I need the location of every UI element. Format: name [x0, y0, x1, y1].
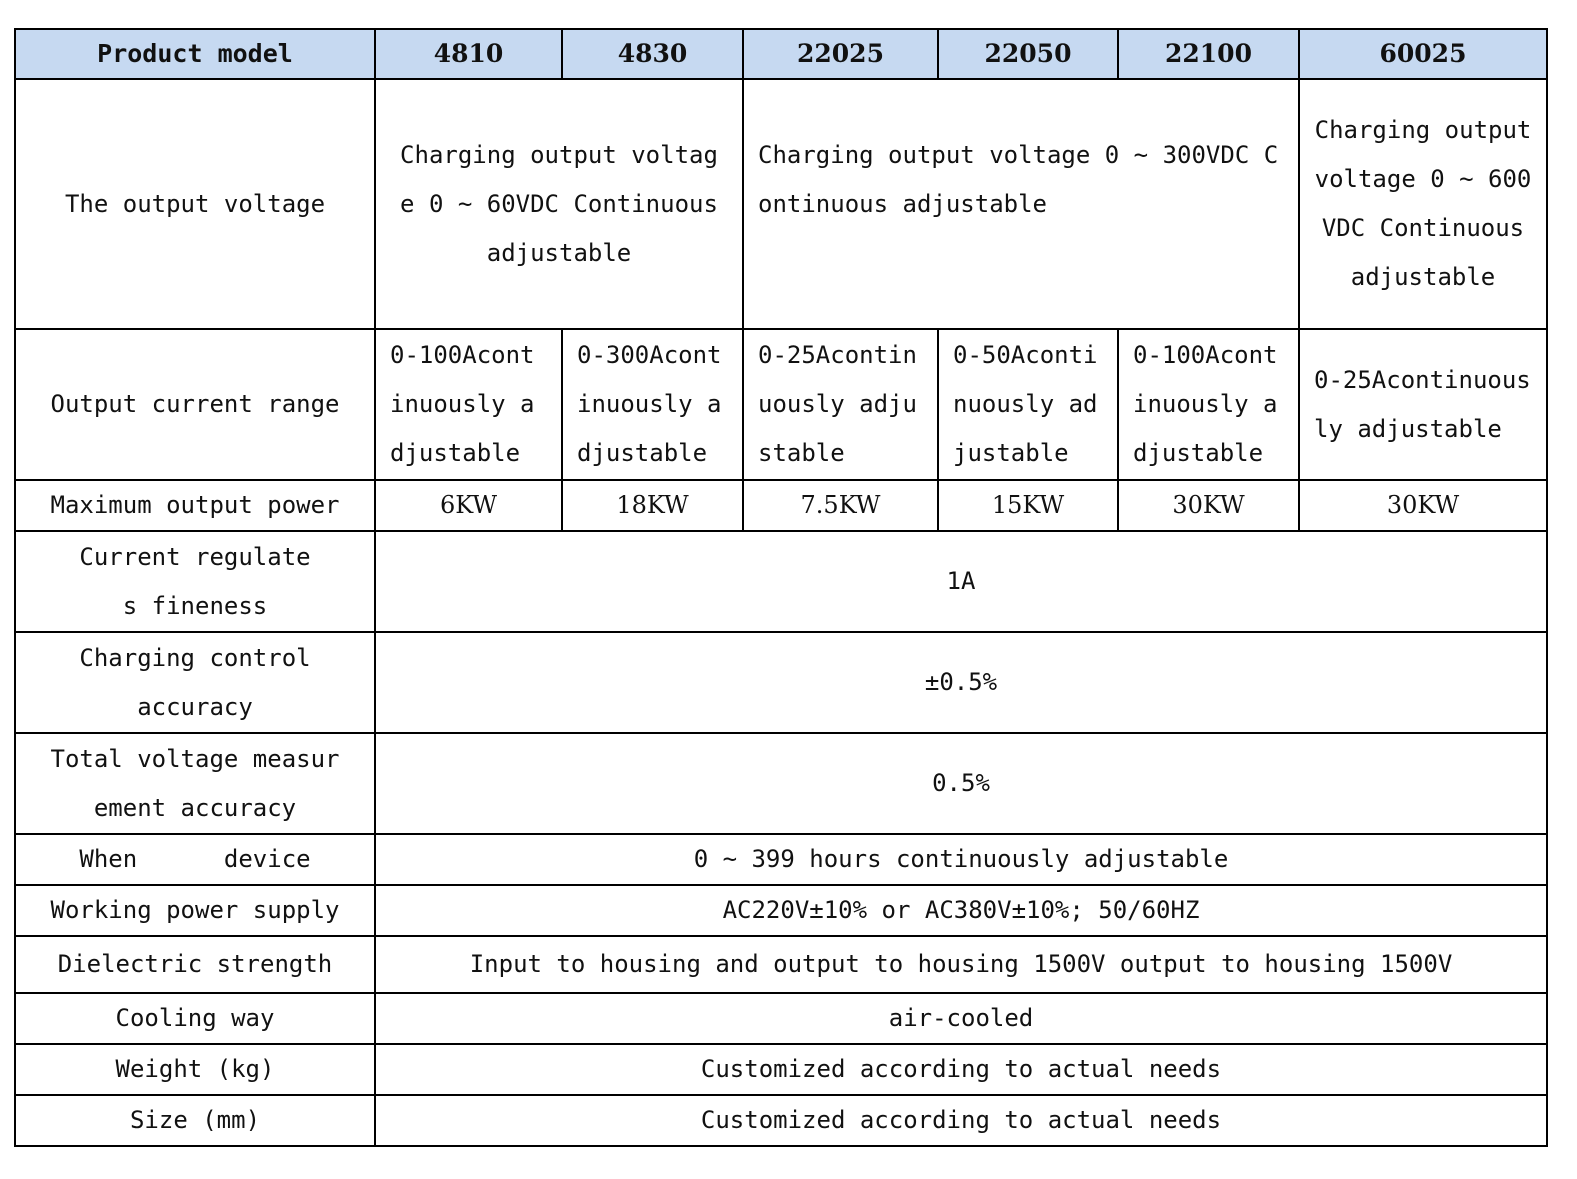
table-row [15, 480, 1547, 531]
table-row [15, 1095, 1547, 1146]
row-label-cooling: Cooling way [15, 993, 375, 1044]
row-label-current-fineness: Current regulates fineness [15, 531, 375, 632]
cell-current-fineness: 1A [375, 531, 1547, 632]
cell-current-4810: 0-100Acontinuously adjustable [375, 329, 562, 480]
cell-power-supply: AC220V±10% or AC380V±10%; 50/60HZ [375, 885, 1547, 936]
cell-output-voltage-b: Charging output voltage 0 ~ 300VDC Continuous adjustable [743, 79, 1299, 329]
cell-power-4830: 18KW [562, 480, 743, 531]
table-row [15, 79, 1547, 329]
row-label-when-device: When device [15, 834, 375, 885]
header-model-22100: 22100 [1118, 29, 1299, 79]
cell-power-60025: 30KW [1299, 480, 1547, 531]
table-row [15, 632, 1547, 733]
header-model-60025: 60025 [1299, 29, 1547, 79]
row-label-size: Size (mm) [15, 1095, 375, 1146]
row-label-output-voltage: The output voltage [15, 79, 375, 329]
cell-power-22025: 7.5KW [743, 480, 938, 531]
cell-current-22025: 0-25Acontinuously adjustable [743, 329, 938, 480]
header-model-22050: 22050 [938, 29, 1118, 79]
row-label-max-power: Maximum output power [15, 480, 375, 531]
table-row [15, 936, 1547, 993]
table-row [15, 993, 1547, 1044]
cell-current-4830: 0-300Acontinuously adjustable [562, 329, 743, 480]
table-row [15, 1044, 1547, 1095]
row-label-power-supply: Working power supply [15, 885, 375, 936]
cell-power-22050: 15KW [938, 480, 1118, 531]
row-label-charging-accuracy: Charging control accuracy [15, 632, 375, 733]
cell-size: Customized according to actual needs [375, 1095, 1547, 1146]
cell-weight: Customized according to actual needs [375, 1044, 1547, 1095]
header-row [15, 29, 1547, 79]
cell-charging-accuracy: ±0.5% [375, 632, 1547, 733]
cell-voltage-accuracy: 0.5% [375, 733, 1547, 834]
header-product-model: Product model [15, 29, 375, 79]
table-row [15, 834, 1547, 885]
table-row [15, 885, 1547, 936]
row-label-output-current: Output current range [15, 329, 375, 480]
cell-cooling: air-cooled [375, 993, 1547, 1044]
table-row [15, 531, 1547, 632]
cell-current-22050: 0-50Acontinuously adjustable [938, 329, 1118, 480]
cell-output-voltage-c: Charging output voltage 0 ~ 600VDC Continuous adjustable [1299, 79, 1547, 329]
table-row [15, 329, 1547, 480]
cell-power-4810: 6KW [375, 480, 562, 531]
cell-output-voltage-a: Charging output voltage 0 ~ 60VDC Continuous adjustable [375, 79, 743, 329]
row-label-voltage-accuracy: Total voltage measurement accuracy [15, 733, 375, 834]
cell-dielectric: Input to housing and output to housing 1500V output to housing 1500V [375, 936, 1547, 993]
cell-current-60025: 0-25Acontinuously adjustable [1299, 329, 1547, 480]
spec-table [14, 28, 1548, 1147]
header-model-4830: 4830 [562, 29, 743, 79]
cell-current-22100: 0-100Acontinuously adjustable [1118, 329, 1299, 480]
cell-when-device: 0 ~ 399 hours continuously adjustable [375, 834, 1547, 885]
header-model-22025: 22025 [743, 29, 938, 79]
header-model-4810: 4810 [375, 29, 562, 79]
table-row [15, 733, 1547, 834]
row-label-weight: Weight (kg) [15, 1044, 375, 1095]
cell-power-22100: 30KW [1118, 480, 1299, 531]
row-label-dielectric: Dielectric strength [15, 936, 375, 993]
